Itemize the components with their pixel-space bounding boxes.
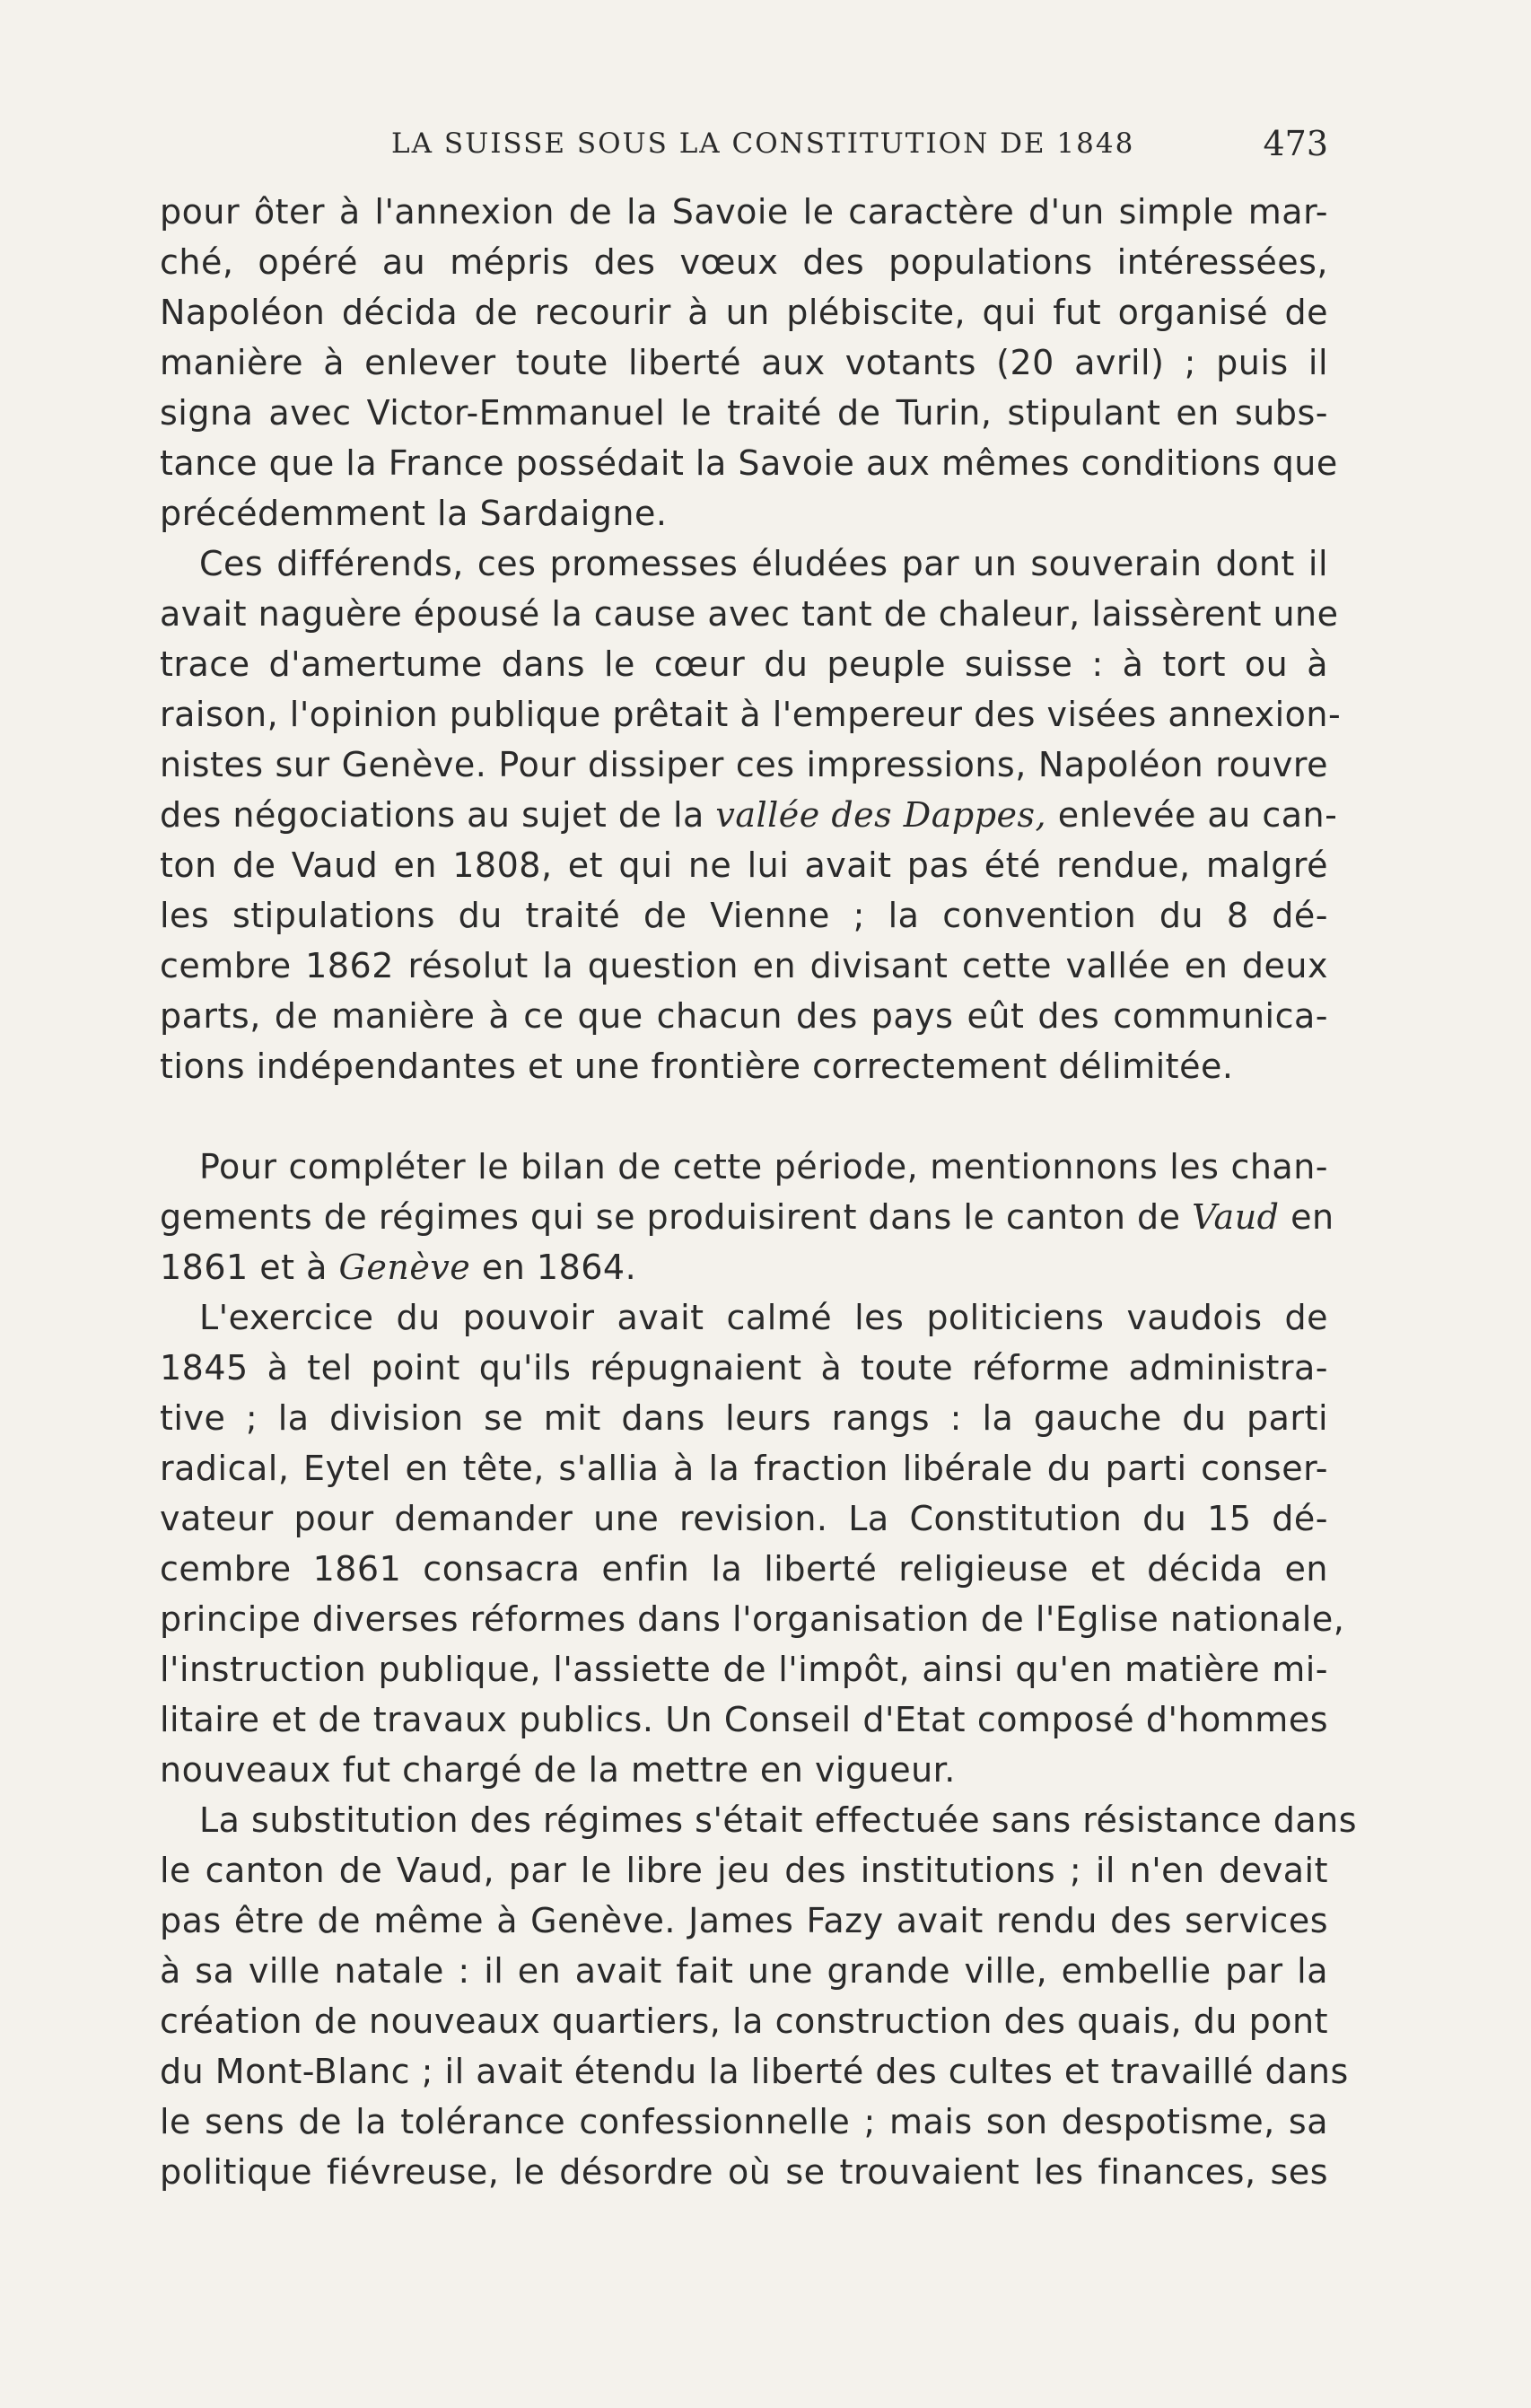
text-line: Ces différends, ces promesses éludées par un souverain dont il: [199, 544, 1328, 583]
text-line: cembre 1861 consacra enfin la liberté religieuse et décida en: [160, 1549, 1328, 1589]
text-line: nistes sur Genève. Pour dissiper ces impressions, Napoléon rouvre: [160, 745, 1328, 784]
text-line: L'exercice du pouvoir avait calmé les politiciens vaudois de: [199, 1298, 1328, 1337]
italic-text: Vaud: [1192, 1197, 1280, 1237]
text-line: l'instruction publique, l'assiette de l'impôt, ainsi qu'en matière mi-: [160, 1650, 1328, 1689]
text-line: radical, Eytel en tête, s'allia à la fraction libérale du parti conser-: [160, 1449, 1328, 1488]
italic-text: Genève: [338, 1248, 471, 1287]
text-line: gements de régimes qui se produisirent dans le canton de Vaud en: [160, 1197, 1334, 1237]
text-line: des négociations au sujet de la vallée des Dappes, enlevée au can-: [160, 795, 1338, 835]
text-line: Napoléon décida de recourir à un plébiscite, qui fut organisé de: [160, 293, 1328, 332]
text-line: politique fiévreuse, le désordre où se trouvaient les finances, ses: [160, 2152, 1328, 2192]
text-line: du Mont-Blanc ; il avait étendu la liberté des cultes et travaillé dans: [160, 2052, 1349, 2091]
text-line: pour ôter à l'annexion de la Savoie le caractère d'un simple mar-: [160, 192, 1328, 232]
text-line: cembre 1862 résolut la question en divisant cette vallée en deux: [160, 946, 1328, 985]
text-line: création de nouveaux quartiers, la construction des quais, du pont: [160, 2001, 1328, 2041]
text-line: 1861 et à Genève en 1864.: [160, 1248, 637, 1287]
text-line: avait naguère épousé la cause avec tant de chaleur, laissèrent une: [160, 594, 1339, 634]
text-line: les stipulations du traité de Vienne ; la convention du 8 dé-: [160, 896, 1328, 935]
text-line: Pour compléter le bilan de cette période, mentionnons les chan-: [199, 1147, 1328, 1186]
text-line: vateur pour demander une revision. La Constitution du 15 dé-: [160, 1499, 1328, 1538]
text-line: le sens de la tolérance confessionnelle ; mais son despotisme, sa: [160, 2102, 1328, 2141]
running-title: LA SUISSE SOUS LA CONSTITUTION DE 1848: [391, 127, 1135, 160]
text-line: La substitution des régimes s'était effectuée sans résistance dans: [199, 1800, 1357, 1840]
text-line: manière à enlever toute liberté aux votants (20 avril) ; puis il: [160, 343, 1328, 382]
text-line: nouveaux fut chargé de la mettre en vigueur.: [160, 1750, 956, 1790]
text-line: le canton de Vaud, par le libre jeu des institutions ; il n'en devait: [160, 1851, 1328, 1890]
text-line: ton de Vaud en 1808, et qui ne lui avait pas été rendue, malgré: [160, 845, 1328, 885]
text-line: tive ; la division se mit dans leurs rangs : la gauche du parti: [160, 1398, 1328, 1438]
text-line: ché, opéré au mépris des vœux des populations intéressées,: [160, 242, 1328, 282]
text-line: tance que la France possédait la Savoie aux mêmes conditions que: [160, 443, 1338, 483]
text-line: raison, l'opinion publique prêtait à l'empereur des visées annexion-: [160, 695, 1342, 734]
text-line: parts, de manière à ce que chacun des pays eût des communica-: [160, 996, 1328, 1036]
running-head: [160, 117, 1328, 171]
text-line: pas être de même à Genève. James Fazy avait rendu des services: [160, 1901, 1328, 1940]
text-line: principe diverses réformes dans l'organisation de l'Eglise nationale,: [160, 1599, 1345, 1639]
text-line: précédemment la Sardaigne.: [160, 494, 668, 533]
text-line: signa avec Victor-Emmanuel le traité de Turin, stipulant en subs-: [160, 393, 1328, 433]
italic-text: vallée des Dappes,: [715, 795, 1047, 835]
text-line: tions indépendantes et une frontière correctement délimitée.: [160, 1046, 1234, 1086]
page-number: 473: [1263, 124, 1328, 163]
text-line: 1845 à tel point qu'ils répugnaient à toute réforme administra-: [160, 1348, 1328, 1388]
body-text: [160, 187, 1357, 2197]
section-gap: [160, 1091, 1328, 1142]
text-line: litaire et de travaux publics. Un Conseil d'Etat composé d'hommes: [160, 1700, 1328, 1739]
text-line: trace d'amertume dans le cœur du peuple suisse : à tort ou à: [160, 644, 1328, 684]
text-line: à sa ville natale : il en avait fait une grande ville, embellie par la: [160, 1951, 1328, 1991]
